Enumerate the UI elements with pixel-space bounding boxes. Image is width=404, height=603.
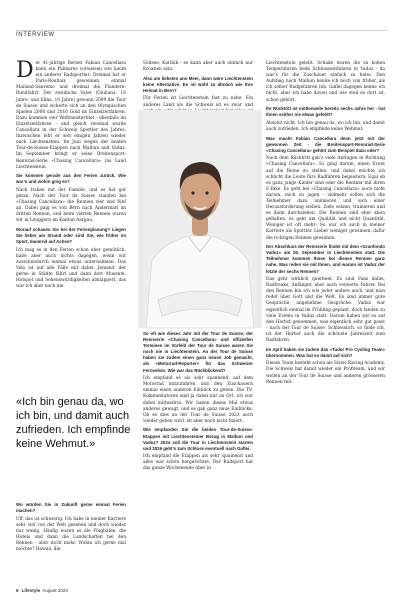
answer: Uff, das ist schwierig. Ich habe in meiner Karriere sehr viel von der Welt gesehen und doch wieder nur wenig. Häufig waren es die Flughäfen, die Hotels und dann die Landschaften bei den Rennen - aber nicht mehr. Wohin ich gerne mal möchte? Hawaii, die [16,516,126,553]
page-number: 6 [16,588,19,593]
section-label: INTERVIEW [16,32,55,38]
portrait-photo [138,110,262,328]
answer: Das geht wirklich querbeet. Es sind Fans dabei, Radfreaks, Anfänger, aber auch versierte Fahrer. Bei den Rennen bin ich wie jeder andere auch, und man redet über Gott und die Welt. Es sind immer gute Gespräche, angenehme Gespräche. Vaduz war eigentlich einmal im Frühling geplant, doch fanden zu viele Events in Vaduz statt. Darum haben wir es auf den Herbst genommen, was eigentlich sehr gut passt - nach der Tour de Suisse. Schliesslich, so finde ich, ist der Herbst auch die schönste Jahreszeit zum Radfahren. [266,277,385,344]
answer: Absolut nicht. Ich bin genau da, wo ich bin, und damit auch zufrieden. Ich empfinde keine Wehmut. [266,120,385,132]
column-2-bottom [143,331,253,475]
column-1 [16,58,126,293]
answer: Ich empfand die Etappen als sehr spannend und alles war schön hergerichtet. Der Radsport hat das ganze Wochenende über in [143,454,253,472]
answer: Ich mag es in den Ferien schon eher gemütlich, habe aber auch nichts dagegen, wenn wir zwischendurch einmal etwas unternehmen. Das Velo ist auf alle Fälle mit dabei. Jemand, der gerne in Städte fährt und dann dort Museum, Hotspot und Sehenswürdigkeiten abklappert, das war ich aber noch nie. [16,247,126,290]
question: Sie kommen gerade aus den Ferien zurück. Wie war’s und wohin ging es? [16,173,126,185]
answer: Dieses Team besteht schon als Swiss Racing Academy. Die Schweiz hat damit wieder ein Profiteam, und wir wollen an der Tour de Suisse und anderen grösseren Rennen teil- [266,361,385,385]
question: Der Abschluss der Rennserie findet mit dem «Granfondo Vaduz» am 25. September in Liechtenstein statt. Die Teilnehmer kommen Ihnen bei diesen Rennen ganz nahe. Was reden sie mit Ihnen, und warum ist Vaduz der letzte der sechs Rennen? [266,244,385,274]
answer: Ich empfand es als sehr spannend, auf dem Motorrad mitzufahren und den Zuschauern einmal einen anderen Einblick zu geben. Die TV-Kommentatoren sind ja dabei nur an Ort, ich war dabei mittendrin. Wir haben dieses Mal etwas anderes gewagt, und es gab ganz neue Einblicke. Ob es dies an der Tour de Suisse 2023 auch wieder geben wird, ist aber noch nicht fixiert. [143,376,253,424]
question: Im April haben sie zudem das «Tudor Pro Cycling Team» übernommen. Was hat es damit auf sich? [266,346,385,358]
question: Worauf schauen Sie bei der Ferienplanung? Liegen Sie lieber am Strand oder sind Sie, wie früher im Sport, dauernd auf Achse? [16,226,126,245]
column-3 [266,61,385,388]
intro-text: er 41-jährige Berner Fabian Cancellara kann ein Palmares vorweisen wie kaum ein anderer Radsportler: Dreimal hat er Paris-Roubaix gewonnen, einmal Mailand-Sanremo und dreimal die Flandern-Rundfahrt. Der zweifache Vater (Giuliana, 16 Jahre, und Elina, 10 Jahre) gewann 2009 die Tour de Suisse und sicherte sich an den Olympischen Spielen 2008 und 2016 Gold im Einzelzeitfahren. Dazu kommen vier Weltmeistertitel - ebenfalls im Einzelzeitfahren - und gleich zweimal wurde Cancellara in der Schweiz Sportler des Jahres. Inzwischen lebt er seit einigen Jahren wieder nach Liechtenstein. Im Juni wegen der beiden Tour-de-Suisse-Etappen nach Malbun und Vaduz. Im September bringt er seine Breitensport-Rennrad-Serie «Chasing Cancellara» ins Land Liechtenstein. [16,61,126,170]
answer: Südsee, Karibik - es kann aber auch einfach nur Kroatien sein. [143,61,253,73]
question: Was macht Fabian Cancellara denn jetzt mit der gewonnen Zeit - die Breitensport-Rennrad-Serie «Chasing Cancellara» gehört zum Beispiel dazu oder? [266,135,385,153]
answer: Nach dem Rücktritt gab’s viele Anfragen in Richtung «Chasing Cancellara». Es ging darum, einen Event auf die Beine zu stellen, und dabei möchte ich schlicht die Leute fürs Radfahren begeistern. Egal ob es ganz junge Kinder sind oder die Rentner mit ihren E-Bike. Es geht bei «Chasing Cancellara» auch nicht darum, mich zu jagen - vielmehr sollen sich die Teilnehmer dazu animieren und sich einer Herausforderung stellen. Ziele setzen, trainieren und es dann durchziehen. Die Rennen sind eher klein gehalten, es geht um Qualität und nicht Quantität. Weniger ist oft mehr: So war ich auch in meiner Karriere als Sportler. Lieber weniger gewinnen, dafür die richtigen Rennen gewinnen. [266,156,385,241]
portrait-illustration [138,110,262,328]
column-1-bottom [16,502,126,556]
answer: Für Ferien ist Liechtenstein fast zu nahe. Ein anderes Land als die Schweiz ist es zwar und [143,96,253,108]
issue-date: August 2022 [42,588,69,593]
page-footer [16,588,68,593]
question: Wo würden Sie in Zukunft gerne einmal Ferien machen? [16,502,126,514]
intro-paragraph [16,58,126,171]
magazine-brand: Lifestyle [21,588,41,593]
header-rule [16,30,388,31]
pull-quote: «Ich bin genau da, wo ich bin, und damit auch zufrieden. Ich empfinde keine Wehmut.» [16,396,131,450]
question: Wie empfanden Sie die beiden Tour-de-Suisse-Etappen mit Liechtensteiner Bezug in Malbun und Vaduz? 2024 soll die Tour in Liechtenstein starten und 2026 geht’s zum Schluss eventuell nach Gaflei. [143,427,253,451]
question: Also am liebsten ans Meer, dann wäre Liechtenstein keine Alternative. Es ist wohl zu ähnlich wie Ihre Heimat in Bern? [143,75,253,93]
question: Ihr Rücktritt ist mittlerweile bereits sechs Jahre her - hat Ihnen seither nie etwas gefehlt? [266,106,385,118]
answer: Nach Italien mit der Familie, und es hat gut getan. Nach der Tour de Suisse standen bei «Chasing Cancellara» die Rennen vier und fünf an. Dabei ging es von Bern nach Andermatt im dritten Rennen, und beim vierten Rennen waren wir in Leuggern im Kanton Aargau. [16,187,126,224]
answer: Liechtenstein gelebt. Schade waren die zu hohen Temperaturen beim Schlusszeitfahren in Vaduz - da war’s für die Zuschauer einfach zu heiss. Den Aufstieg nach Malbun kenne ich noch von früher, als ich selber Radgefahren bin. Gaflei dagegen kenne ich nicht, aber ich habe davon und wie steil es dort ist, schon gehört. [266,61,385,103]
question: So oft wie dieses Jahr mit der Tour de Suisse, der Rennserie «Chasing Cancellara» und offiziellen Terminen im Vorfeld der Tour de Suisse waren Sie noch nie in Liechtenstein. An der Tour de Suisse haben sie zudem einen ganz neuen Job gemacht, als «Motorrad-Reporter» für das Schweizer Fernsehen. Wie war das Rückblickend? [143,331,253,373]
drop-cap: D [16,58,34,83]
